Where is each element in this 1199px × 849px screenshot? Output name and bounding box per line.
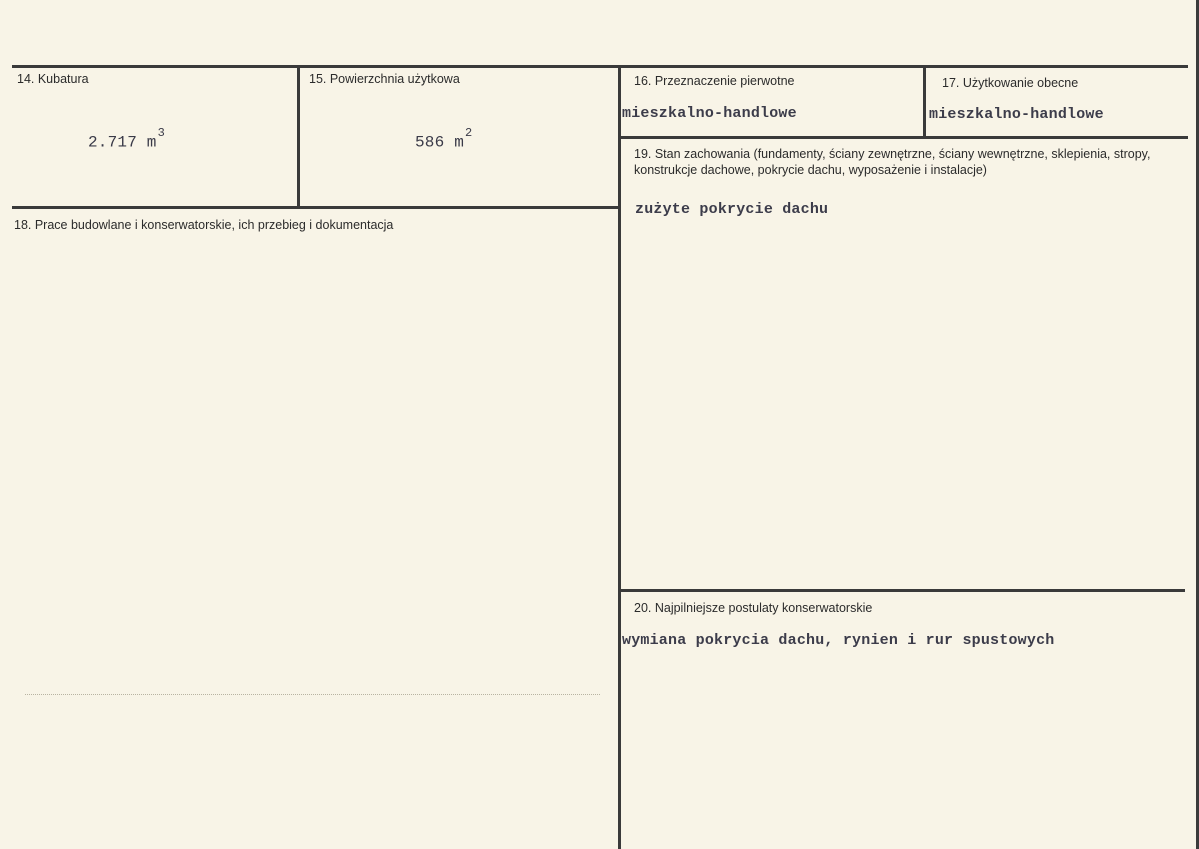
divider-16-17 xyxy=(923,68,926,138)
postulaty-label: 20. Najpilniejsze postulaty konserwatorskie xyxy=(634,601,873,615)
rule-below-14-15 xyxy=(12,206,621,209)
postulaty-value: wymiana pokrycia dachu, rynien i rur spustowych xyxy=(622,632,1055,649)
kubatura-label: 14. Kubatura xyxy=(17,72,89,86)
prace-label: 18. Prace budowlane i konserwatorskie, ich przebieg i dokumentacja xyxy=(14,218,394,232)
divider-15-16 xyxy=(618,65,621,849)
powierzchnia-value-exponent: 2 xyxy=(465,126,473,140)
stan-zachowania-label: 19. Stan zachowania (fundamenty, ściany zewnętrzne, ściany wewnętrzne, sklepienia, stropy, konstrukcje dachowe, pokrycie dachu, wyposażenie i instalacje) xyxy=(634,147,1151,177)
przeznaczenie-value: mieszkalno-handlowe xyxy=(622,105,797,122)
powierzchnia-value-text: 586 m xyxy=(415,133,465,152)
powierzchnia-value xyxy=(415,126,473,152)
kubatura-value-exponent: 3 xyxy=(157,126,166,140)
przeznaczenie-label: 16. Przeznaczenie pierwotne xyxy=(634,74,795,88)
scan-mark xyxy=(25,694,600,695)
rule-below-19 xyxy=(621,589,1185,592)
top-rule xyxy=(12,65,1188,68)
uzytkowanie-label: 17. Użytkowanie obecne xyxy=(942,76,1079,90)
kubatura-value xyxy=(88,126,166,152)
kubatura-value-text: 2.717 m xyxy=(88,133,157,152)
uzytkowanie-value: mieszkalno-handlowe xyxy=(929,106,1104,123)
divider-14-15 xyxy=(297,65,300,209)
powierzchnia-label: 15. Powierzchnia użytkowa xyxy=(309,72,460,86)
rule-below-16-17 xyxy=(621,136,1188,139)
stan-zachowania-value: zużyte pokrycie dachu xyxy=(635,201,829,218)
